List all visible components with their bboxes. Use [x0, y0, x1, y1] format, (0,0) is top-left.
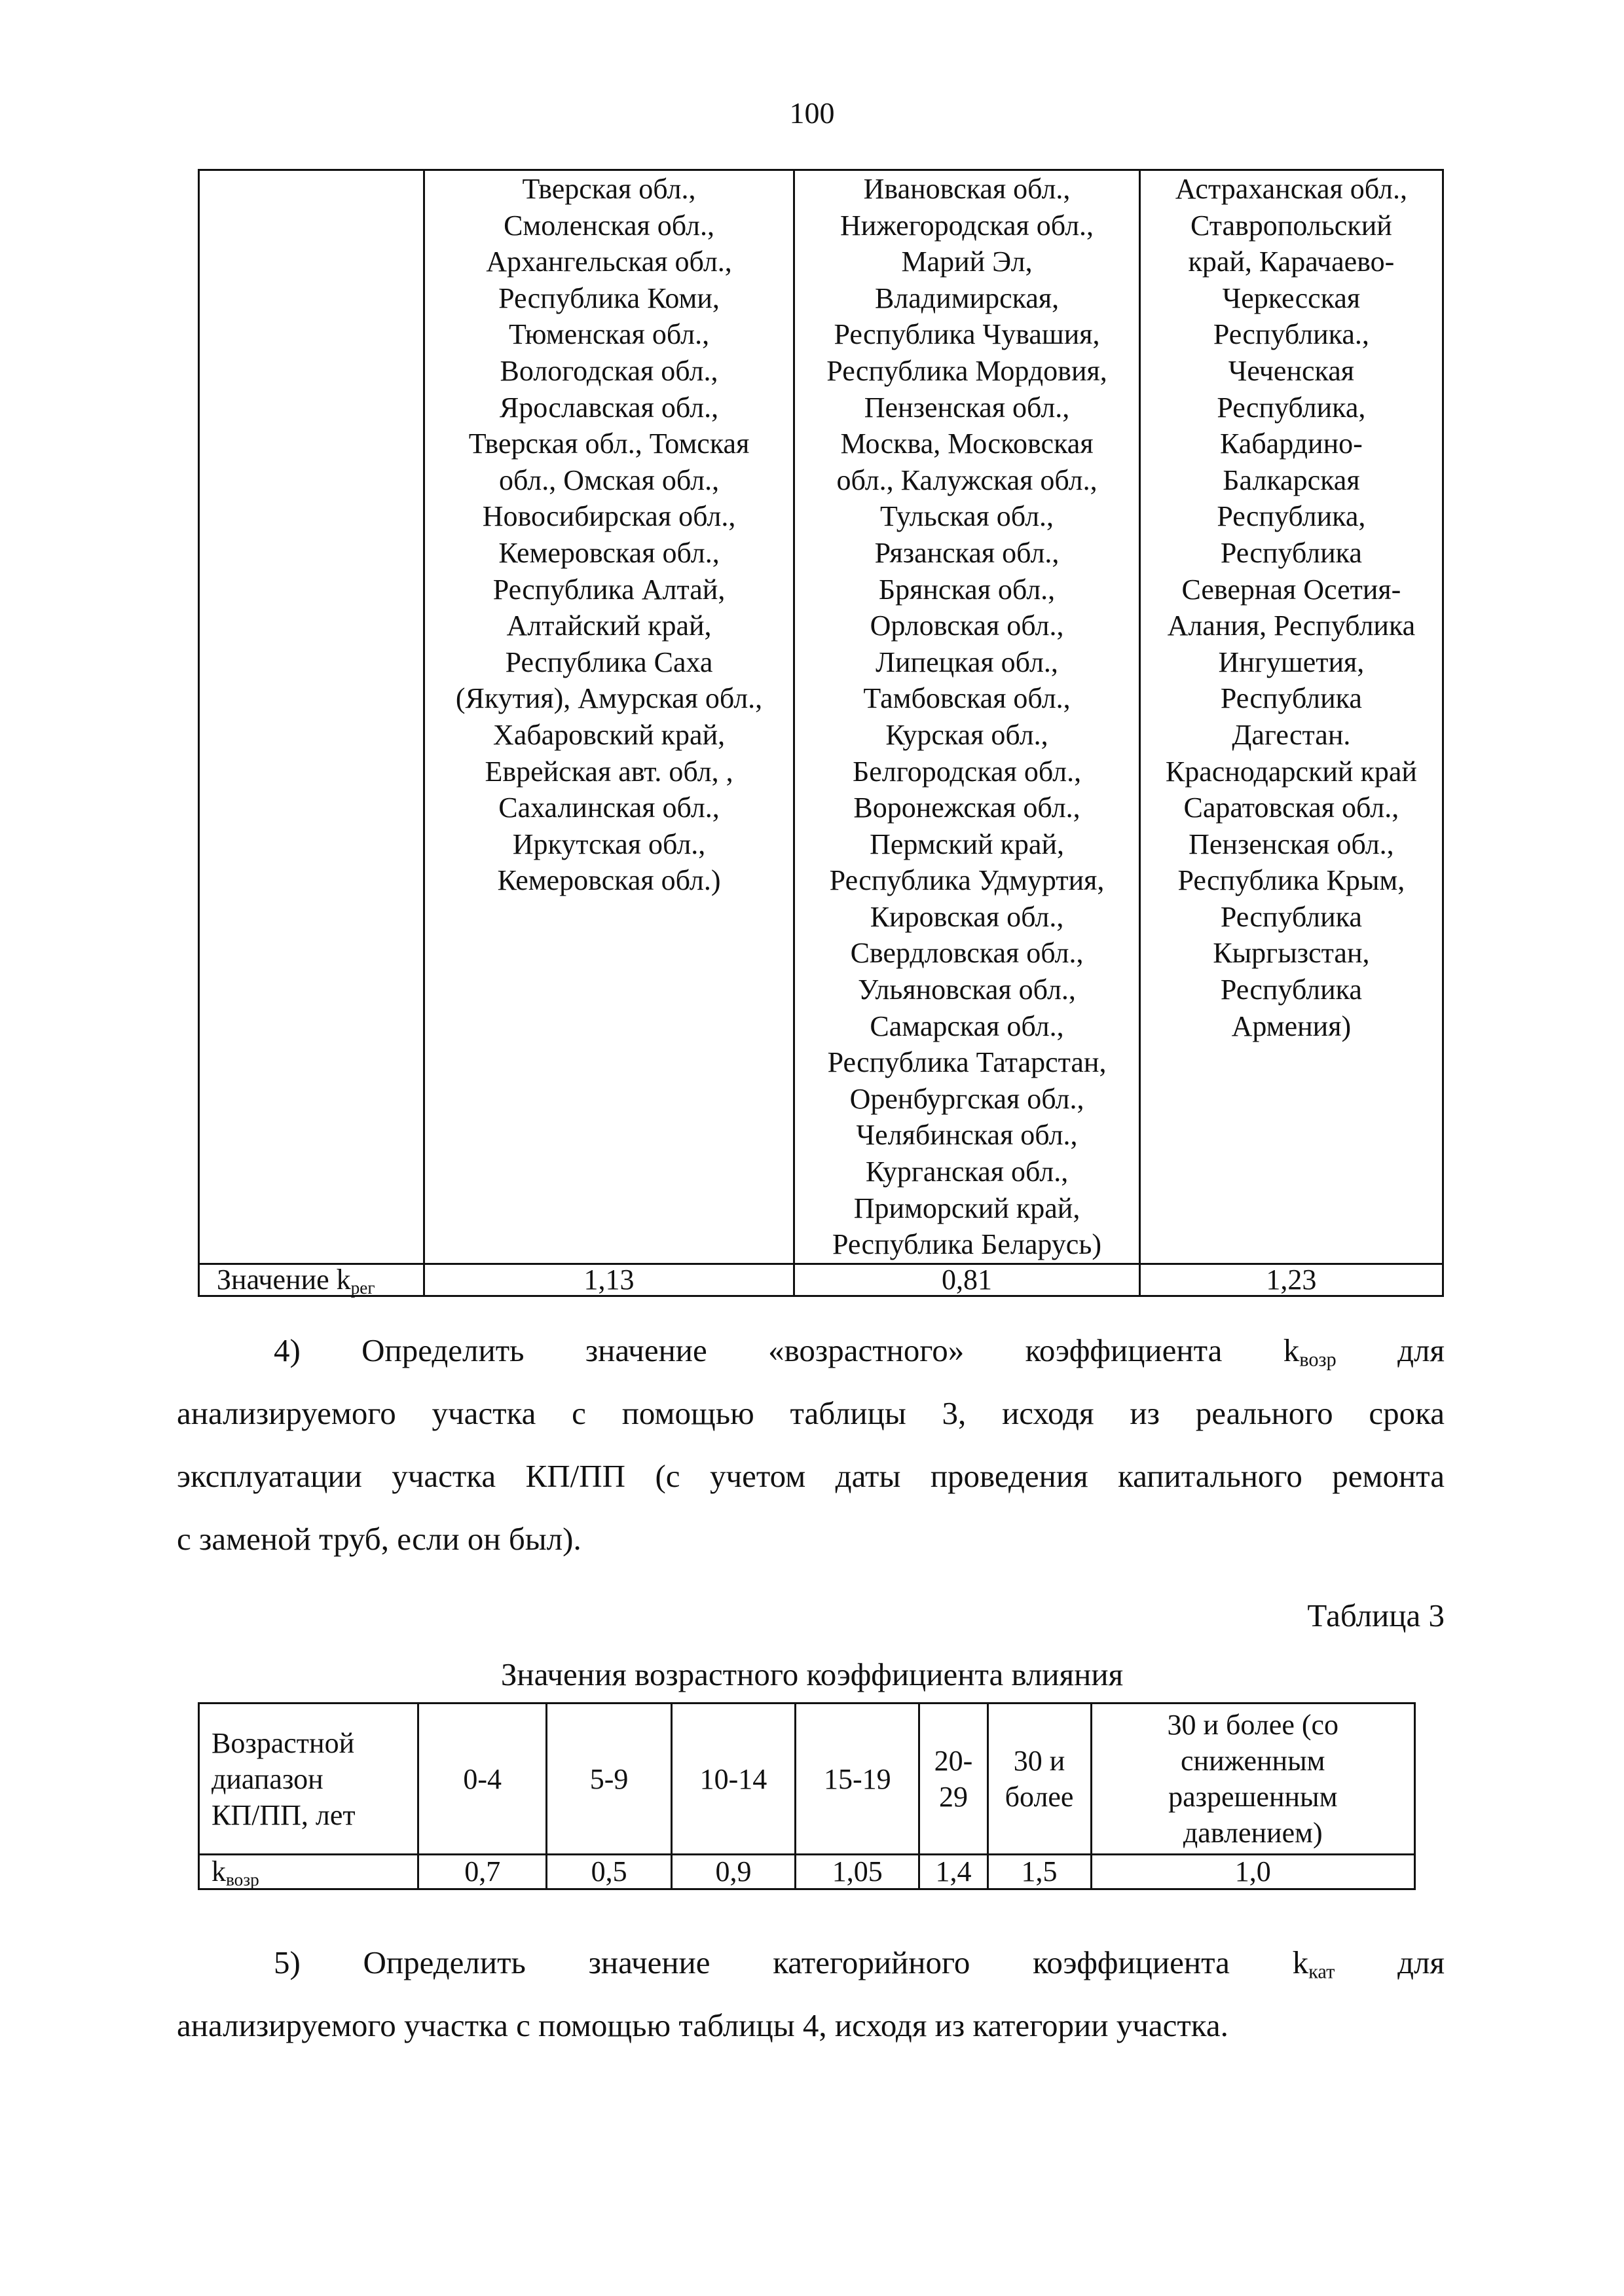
cell-line: Астраханская обл.,: [1175, 173, 1408, 205]
regions-empty-cell: [199, 170, 424, 1264]
cell-line: 15-19: [823, 1762, 891, 1795]
cell-line: Армения): [1231, 1010, 1352, 1042]
cell-line: Москва, Московская: [840, 428, 1094, 460]
paragraph-line: эксплуатации участка КП/ПП (с учетом даты проведения капитального ремонта: [177, 1458, 1445, 1494]
cell-line: разрешенным: [1168, 1781, 1338, 1813]
cell-line: Кемеровская обл.): [497, 864, 721, 897]
cell-line: Воронежская обл.,: [853, 792, 1080, 824]
cell-line: (Якутия), Амурская обл.,: [455, 682, 763, 715]
cell-line: Дагестан.: [1232, 718, 1351, 751]
cell-line: край, Карачаево-: [1188, 246, 1395, 278]
cell-line: Белгородская обл.,: [852, 755, 1082, 788]
cell-line: Марий Эл,: [901, 246, 1033, 278]
regions-col-2: [794, 170, 1139, 1264]
cell-line: Краснодарский край: [1165, 755, 1417, 788]
cell-line: Пензенская обл.,: [864, 391, 1070, 424]
cell-line: Липецкая обл.,: [876, 646, 1058, 678]
header-range: [671, 1704, 795, 1855]
cell-line: Возрастной: [212, 1726, 355, 1759]
header-range: [919, 1704, 987, 1855]
value-cell: 0,81: [794, 1264, 1139, 1296]
cell-line: Республика: [1220, 900, 1362, 933]
coef-cell: 1,05: [796, 1855, 919, 1889]
cell-line: Пензенская обл.,: [1189, 828, 1394, 860]
cell-line: Республика Чувашия,: [834, 318, 1100, 351]
cell-line: 30 и более (со: [1167, 1709, 1339, 1741]
paragraph-line: 5) Определить значение категорийного коэффициента $k_{кат}$ для: [274, 1944, 1445, 1983]
paragraph-line: с заменой труб, если он был).: [177, 1521, 581, 1557]
cell-line: обл., Омская обл.,: [498, 464, 720, 496]
header-range: [1091, 1704, 1414, 1855]
cell-line: Республика: [1220, 536, 1362, 569]
cell-line: Республика Татарстан,: [827, 1046, 1107, 1079]
value-label: Значение $k_{рег}$: [199, 1264, 424, 1296]
cell-line: сниженным: [1181, 1745, 1325, 1777]
cell-line: Алания, Республика: [1167, 610, 1416, 642]
regions-table: [198, 169, 1444, 1297]
age-coefficient-table: [198, 1702, 1416, 1890]
cell-line: Ивановская обл.,: [863, 173, 1071, 205]
cell-line: Республика Саха: [505, 646, 713, 678]
paragraph-4: [177, 1319, 1445, 1571]
cell-line: Ярославская обл.,: [499, 391, 719, 424]
coef-cell: 0,7: [418, 1855, 547, 1889]
cell-line: Республика Коми,: [498, 282, 720, 314]
coef-cell: 0,5: [547, 1855, 671, 1889]
cell-line: Брянская обл.,: [878, 573, 1056, 606]
regions-col-3: [1139, 170, 1443, 1264]
cell-line: Саратовская обл.,: [1183, 792, 1399, 824]
cell-line: Курганская обл.,: [865, 1156, 1069, 1188]
cell-line: Курская обл.,: [885, 718, 1048, 751]
cell-line: Тюменская обл.,: [508, 318, 710, 351]
paragraph-line: анализируемого участка с помощью таблицы 4, исходя из категории участка.: [177, 2007, 1228, 2043]
cell-line: Республика Беларусь): [832, 1228, 1102, 1261]
cell-line: Алтайский край,: [506, 610, 712, 642]
cell-line: Ставропольский: [1190, 209, 1392, 242]
cell-line: Тамбовская обл.,: [863, 682, 1071, 715]
cell-line: Кировская обл.,: [870, 900, 1064, 933]
cell-line: Вологодская обл.,: [500, 354, 718, 387]
cell-line: Орловская обл.,: [870, 610, 1064, 642]
cell-line: Архангельская обл.,: [486, 246, 732, 278]
cell-line: Приморский край,: [853, 1192, 1080, 1224]
table-label: Таблица 3: [1307, 1597, 1445, 1633]
cell-line: Ингушетия,: [1218, 646, 1365, 678]
cell-line: Кемеровская обл.,: [498, 536, 720, 569]
cell-line: Республика,: [1217, 391, 1366, 424]
cell-line: Оренбургская обл.,: [849, 1082, 1084, 1115]
cell-line: Республика Мордовия,: [826, 354, 1107, 387]
header-range: [987, 1704, 1091, 1855]
cell-line: Пермский край,: [870, 828, 1064, 860]
value-cell: 1,13: [424, 1264, 794, 1296]
cell-line: Еврейская авт. обл, ,: [485, 755, 733, 788]
cell-line: Кыргызстан,: [1213, 937, 1370, 970]
cell-line: КП/ПП, лет: [212, 1798, 356, 1831]
cell-line: Республика: [1220, 974, 1362, 1006]
cell-line: 20-: [934, 1745, 973, 1777]
cell-line: 29: [938, 1781, 968, 1813]
row-label: $k_{возр}$: [199, 1855, 418, 1889]
cell-line: давлением): [1183, 1817, 1323, 1849]
cell-line: Хабаровский край,: [492, 718, 726, 751]
cell-line: 10-14: [699, 1762, 767, 1795]
cell-line: обл., Калужская обл.,: [836, 464, 1098, 496]
cell-line: Самарская обл.,: [870, 1010, 1064, 1042]
cell-line: Республика Крым,: [1177, 864, 1405, 897]
cell-line: 0-4: [463, 1762, 502, 1795]
cell-line: Чеченская: [1228, 354, 1354, 387]
coef-cell: 1,0: [1091, 1855, 1414, 1889]
cell-line: Тверская обл.,: [522, 173, 696, 205]
cell-line: Челябинская обл.,: [856, 1119, 1078, 1152]
cell-line: Рязанская обл.,: [874, 536, 1060, 569]
coef-cell: 1,4: [919, 1855, 987, 1889]
value-cell: 1,23: [1139, 1264, 1443, 1296]
cell-line: 5-9: [589, 1762, 629, 1795]
header-age-range: [199, 1704, 418, 1855]
cell-line: Кабардино-: [1220, 428, 1363, 460]
cell-line: Тульская обл.,: [880, 500, 1054, 533]
cell-line: более: [1005, 1781, 1074, 1813]
paragraph-line: 4) Определить значение «возрастного» коэффициента $k_{возр}$ для: [274, 1332, 1445, 1371]
header-range: [418, 1704, 547, 1855]
cell-line: Тверская обл., Томская: [468, 428, 750, 460]
cell-line: Республика Алтай,: [492, 573, 726, 606]
coef-cell: 1,5: [987, 1855, 1091, 1889]
cell-line: Смоленская обл.,: [504, 209, 714, 242]
cell-line: Сахалинская обл.,: [498, 792, 720, 824]
cell-line: Ульяновская обл.,: [858, 974, 1076, 1006]
cell-line: Республика: [1220, 682, 1362, 715]
cell-line: Балкарская: [1223, 464, 1360, 496]
cell-line: 30 и: [1013, 1745, 1065, 1777]
cell-line: Республика,: [1217, 500, 1366, 533]
cell-line: диапазон: [212, 1762, 323, 1795]
cell-line: Республика Удмуртия,: [829, 864, 1105, 897]
cell-line: Северная Осетия-: [1181, 573, 1401, 606]
regions-col-1: [424, 170, 794, 1264]
table-title: Значения возрастного коэффициента влияния: [500, 1656, 1124, 1692]
cell-line: Новосибирская обл.,: [482, 500, 736, 533]
cell-line: Свердловская обл.,: [850, 937, 1084, 970]
header-range: [796, 1704, 919, 1855]
cell-line: Республика.,: [1213, 318, 1369, 351]
coef-cell: 0,9: [671, 1855, 795, 1889]
cell-line: Черкесская: [1222, 282, 1361, 314]
cell-line: Нижегородская обл.,: [840, 209, 1094, 242]
paragraph-line: анализируемого участка с помощью таблицы 3, исходя из реального срока: [177, 1395, 1445, 1431]
cell-line: Иркутская обл.,: [512, 828, 706, 860]
header-range: [547, 1704, 671, 1855]
paragraph-5: [177, 1931, 1445, 2057]
page-number: 100: [789, 96, 835, 130]
cell-line: Владимирская,: [874, 282, 1060, 314]
